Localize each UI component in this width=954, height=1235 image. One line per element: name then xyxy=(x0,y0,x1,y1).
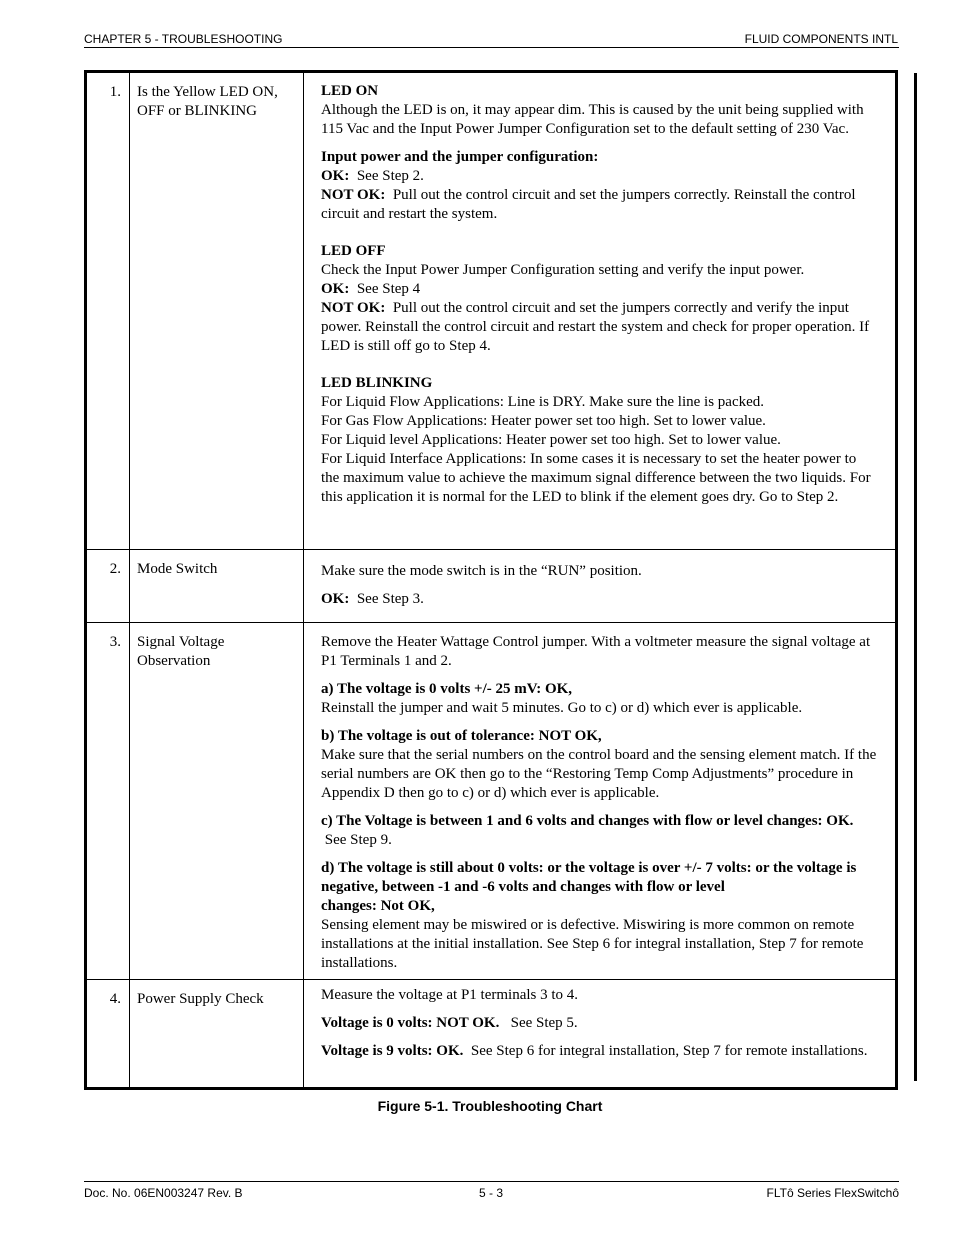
ok-label: OK: xyxy=(321,168,350,184)
figure-caption: Figure 5-1. Troubleshooting Chart xyxy=(377,1098,603,1114)
header-company: FLUID COMPONENTS INTL xyxy=(744,32,898,46)
led-on-title: LED ON xyxy=(321,83,379,99)
case-a-title: a) The voltage is 0 volts +/- 25 mV: OK, xyxy=(321,681,573,697)
step-question: Signal Voltage Observation xyxy=(130,623,304,980)
step-number: 4. xyxy=(86,980,130,1089)
step-question: Power Supply Check xyxy=(130,980,304,1089)
troubleshooting-table xyxy=(84,70,898,1090)
voltage-9-label: Voltage is 9 volts: OK. xyxy=(321,1043,464,1059)
power-supply-text: Measure the voltage at P1 terminals 3 to 4. xyxy=(321,987,579,1003)
step-answer xyxy=(304,550,897,623)
case-d-title-cont: changes: Not OK, xyxy=(321,898,435,914)
case-b-title: b) The voltage is out of tolerance: NOT OK, xyxy=(321,728,602,744)
revision-change-bar xyxy=(914,73,917,1081)
ok-text: See Step 2. xyxy=(356,168,424,184)
table-row xyxy=(86,550,897,623)
header-chapter: CHAPTER 5 - TROUBLESHOOTING xyxy=(84,32,283,46)
step-answer xyxy=(304,980,897,1089)
ok-text: See Step 4 xyxy=(356,281,421,297)
step-answer xyxy=(304,72,897,550)
mode-switch-text: Make sure the mode switch is in the “RUN” position. xyxy=(321,563,642,579)
led-off-title: LED OFF xyxy=(321,243,386,259)
case-b-text: Make sure that the serial numbers on the control board and the sensing element match. If the serial numbers are OK then go to the “Restoring Temp Comp Adjustments” procedure in Appendix D then go to c) or d) which ever is applicable. xyxy=(321,747,877,801)
table-row xyxy=(86,980,897,1089)
step-question: Mode Switch xyxy=(130,550,304,623)
input-power-title: Input power and the jumper configuration: xyxy=(321,149,599,165)
table-row xyxy=(86,72,897,550)
step-question: Is the Yellow LED ON, OFF or BLINKING xyxy=(130,72,304,550)
blink-line: For Gas Flow Applications: Heater power set too high. Set to lower value. xyxy=(321,413,766,429)
case-d-title: d) The voltage is still about 0 volts: or the voltage is over +/- 7 volts: or the voltage is negative, between -1 and -6 volts and changes with flow or level xyxy=(321,860,857,895)
step-number: 1. xyxy=(86,72,130,550)
not-ok-text: Pull out the control circuit and set the jumpers correctly. Reinstall the control circuit and restart the system. xyxy=(321,187,856,222)
step-answer xyxy=(304,623,897,980)
footer-doc-number: Doc. No. 06EN003247 Rev. B xyxy=(84,1186,243,1200)
led-off-text: Check the Input Power Jumper Configuration setting and verify the input power. xyxy=(321,262,805,278)
case-c-text: See Step 9. xyxy=(324,832,392,848)
not-ok-label: NOT OK: xyxy=(321,187,386,203)
case-c-title: c) The Voltage is between 1 and 6 volts and changes with flow or level changes: OK. xyxy=(321,813,854,829)
voltage-0-text: See Step 5. xyxy=(510,1015,578,1031)
signal-intro: Remove the Heater Wattage Control jumper. With a voltmeter measure the signal voltage at P1 Terminals 1 and 2. xyxy=(321,634,871,669)
step-number: 3. xyxy=(86,623,130,980)
not-ok-text: Pull out the control circuit and set the jumpers correctly and verify the input power. Reinstall the control circuit and restart the system and check for proper operation. If LED is still off go to Step 4. xyxy=(321,300,870,354)
led-blinking-title: LED BLINKING xyxy=(321,375,433,391)
step-number: 2. xyxy=(86,550,130,623)
ok-text: See Step 3. xyxy=(356,591,424,607)
ok-label: OK: xyxy=(321,591,350,607)
footer-page-number: 5 - 3 xyxy=(479,1186,504,1200)
voltage-0-label: Voltage is 0 volts: NOT OK. xyxy=(321,1015,500,1031)
blink-line: For Liquid Interface Applications: In some cases it is necessary to set the heater power to the maximum value to achieve the maximum signal difference between the two liquids. For this application it is normal for the LED to blink if the element goes dry. Go to Step 2. xyxy=(321,451,871,505)
table-row xyxy=(86,623,897,980)
led-on-text: Although the LED is on, it may appear dim. This is caused by the unit being supplied with 115 Vac and the Input Power Jumper Configuration set to the default setting of 230 Vac. xyxy=(321,102,864,137)
case-a-text: Reinstall the jumper and wait 5 minutes. Go to c) or d) which ever is applicable. xyxy=(321,700,803,716)
page-header xyxy=(84,30,899,48)
page-footer xyxy=(84,1181,899,1200)
blink-line: For Liquid Flow Applications: Line is DRY. Make sure the line is packed. xyxy=(321,394,765,410)
voltage-9-text: See Step 6 for integral installation, Step 7 for remote installations. xyxy=(470,1043,868,1059)
ok-label: OK: xyxy=(321,281,350,297)
blink-line: For Liquid level Applications: Heater power set too high. Set to lower value. xyxy=(321,432,781,448)
not-ok-label: NOT OK: xyxy=(321,300,386,316)
footer-product: FLTô Series FlexSwitchô xyxy=(766,1186,899,1200)
case-d-text: Sensing element may be miswired or is defective. Miswiring is more common on remote installations at the initial installation. See Step 6 for integral installation, Step 7 for remote installations. xyxy=(321,917,864,971)
